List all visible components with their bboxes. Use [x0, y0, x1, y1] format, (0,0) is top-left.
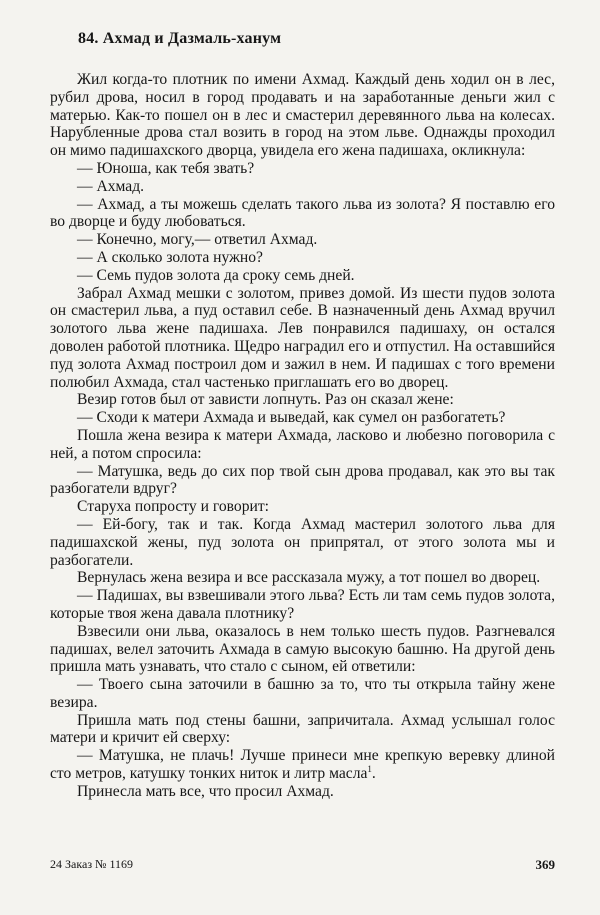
dialog-text: — Матушка, не плачь! Лучше принеси мне крепкую веревку длиной сто метров, катушку тонких ниток и литр масла: [50, 747, 555, 783]
footnote-marker: 1: [367, 763, 372, 774]
dialog-line: — Юноша, как тебя звать?: [77, 159, 255, 177]
dialog-line: — Падишах, вы взвешивали этого льва? Есть ли там семь пудов золота, которые твоя жена давала плотнику?: [50, 587, 555, 622]
dialog-line: — Твоего сына заточили в башню за то, что ты открыла тайну жене везира.: [50, 676, 555, 711]
page: [50, 30, 555, 801]
page-number: 369: [535, 857, 555, 872]
dialog-line: — Конечно, могу,— ответил Ахмад.: [77, 231, 318, 249]
dialog-line: — Матушка, ведь до сих пор твой сын дрова продавал, как это вы так разбогатели вдруг?: [50, 462, 555, 498]
paragraph: Принесла мать все, что просил Ахмад.: [77, 782, 334, 800]
paragraph: Пошла жена везира к матери Ахмада, ласково и любезно поговорила с ней, а потом спросила:: [50, 426, 555, 462]
dialog-line: — Семь пудов золота да сроку семь дней.: [77, 266, 355, 284]
dialog-line: — Ахмад, а ты можешь сделать такого льва из золота? Я поставлю его во дворце и буду любоваться.: [50, 195, 555, 231]
dialog-line: — Ахмад.: [77, 177, 145, 195]
paragraph: Взвесили они льва, оказалось в нем только шесть пудов. Разгневался падишах, велел заточить Ахмада в самую высокую башню. На другой день пришла мать узнавать, что стало с сыном, ей ответили:: [50, 622, 555, 676]
paragraph: Пришла мать под стены башни, запричитала. Ахмад услышал голос матери и кричит ей сверху:: [50, 711, 555, 747]
paragraph: Везир готов был от зависти лопнуть. Раз он сказал жене:: [77, 391, 454, 409]
story-text: [50, 71, 555, 801]
paragraph: Забрал Ахмад мешки с золотом, привез домой. Из шести пудов золота он смастерил льва, а пуд оставил себе. В назначенный день Ахмад вручил золотого льва жене падишаха. Лев понравился падишаху, он остался доволен работой плотника. Щедро наградил его и отпустил. На оставшийся пуд золота Ахмад построил дом и зажил в нем. И падишах с того времени полюбил Ахмада, стал частенько приглашать его во дворец.: [50, 284, 555, 391]
printer-signature: 24 Заказ № 1169: [50, 857, 134, 871]
chapter-title: 84. Ахмад и Дазмаль-ханум: [78, 30, 282, 47]
dialog-line: — Ей-богу, так и так. Когда Ахмад мастерил золотого льва для падишахской жены, пуд золота он припрятал, от этого золота мы и разбогатели.: [50, 515, 555, 569]
dialog-line: — А сколько золота нужно?: [77, 248, 263, 266]
dialog-line: — Матушка, не плачь! Лучше принеси мне крепкую веревку длиной сто метров, катушку тонких ниток и литр масла$^1$.: [50, 747, 555, 783]
dialog-line: — Сходи к матери Ахмада и выведай, как сумел он разбогатеть?: [77, 409, 506, 427]
paragraph: Вернулась жена везира и все рассказала мужу, а тот пошел во дворец.: [77, 569, 541, 587]
paragraph: Старуха попросту и говорит:: [77, 498, 270, 516]
paragraph: Жил когда-то плотник по имени Ахмад. Каждый день ходил он в лес, рубил дрова, носил в город продавать и на заработанные деньги жил с матерью. Как-то пошел он в лес и смастерил деревянного льва на колесах. Нарубленные дрова стал возить в город на этом льве. Однажды проходил он мимо падишахского дворца, увидела его жена падишаха, окликнула:: [50, 71, 555, 160]
